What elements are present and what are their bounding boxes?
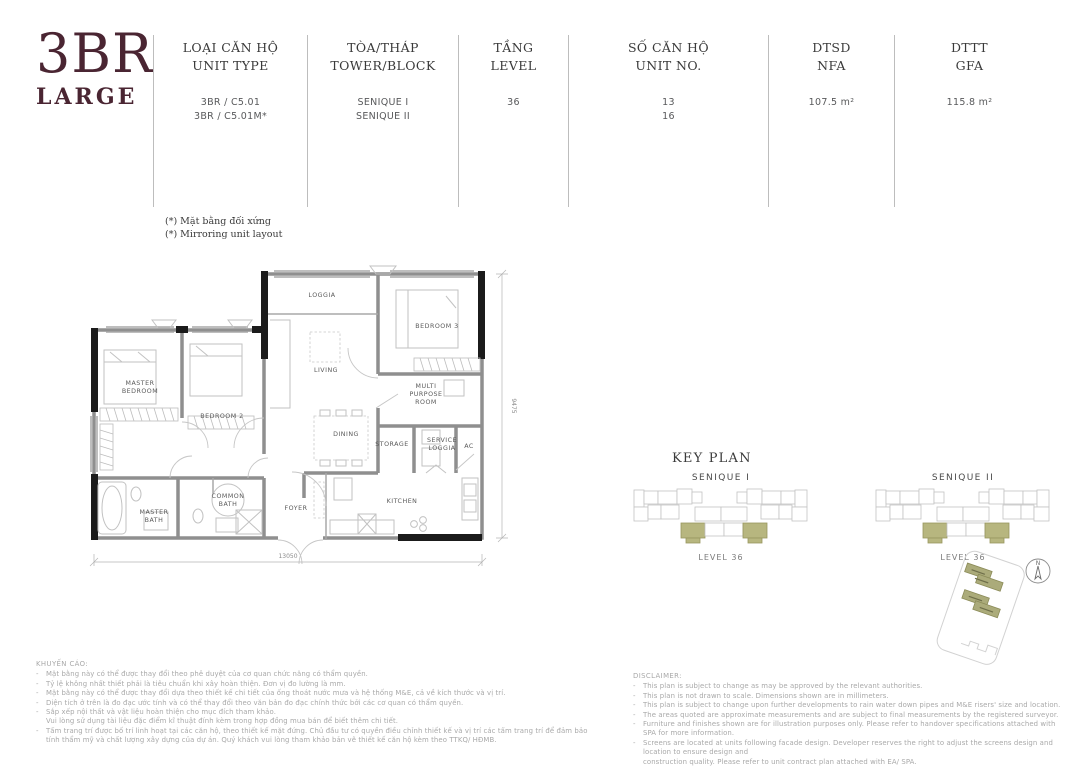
room-label-service-loggia: SERVICE LOGGIA xyxy=(426,437,458,452)
highlighted-unit-13 xyxy=(681,523,705,538)
unit-type-value: 3BR / C5.01M* xyxy=(193,111,268,122)
compass-north-label: N xyxy=(1035,560,1041,567)
col-label-en: NFA xyxy=(817,58,846,73)
dimension-height: 9475 xyxy=(510,398,517,414)
tower-level: LEVEL 36 xyxy=(698,553,744,562)
col-label-en: TOWER/BLOCK xyxy=(330,58,436,73)
mirroring-note-en: (*) Mirroring unit layout xyxy=(165,228,283,240)
key-plan-diagram-2 xyxy=(873,488,1053,546)
highlighted-unit-16 xyxy=(743,523,767,538)
key-plan-diagram-1 xyxy=(631,488,811,546)
disclaimer-item: - The areas quoted are approximate measurements and are subject to final measurements by the registered surveyor. xyxy=(633,710,1059,719)
advisory-item: - Tấm trang trí được bố trí linh hoạt tại các căn hộ, theo thiết kế mặt đứng. Chủ đầu tư có quyền điều chỉnh thiết kế và vị trí các tấm trang trí để đảm bảo xyxy=(36,726,588,735)
mirroring-note-vi: (*) Mặt bằng đối xứng xyxy=(165,216,272,227)
unit-no-value: 16 xyxy=(662,111,675,122)
dimension-width: 13050 xyxy=(278,553,298,560)
col-label-vi: LOẠI CĂN HỘ xyxy=(182,40,279,55)
col-label-vi: DTSD xyxy=(812,40,851,55)
col-label-vi: TẦNG xyxy=(493,40,534,55)
unit-title-main: 3BR xyxy=(36,22,154,85)
room-label-master-bath: MASTER BATH xyxy=(139,509,169,524)
col-label-vi: SỐ CĂN HỘ xyxy=(627,40,710,55)
spec-col-unit-type xyxy=(153,35,307,207)
room-label-storage: STORAGE xyxy=(375,441,409,448)
disclaimer-item: construction quality. Please refer to unit contract plan attached with EA/ SPA. xyxy=(643,757,917,766)
unit-type-value: 3BR / C5.01 xyxy=(200,97,261,108)
nfa-value: 107.5 m² xyxy=(808,97,855,108)
col-label-en: UNIT NO. xyxy=(635,58,702,73)
room-label-master-bedroom: MASTER BEDROOM xyxy=(121,380,159,395)
tower-value: SENIQUE II xyxy=(356,111,410,122)
unit-title xyxy=(36,22,154,110)
disclaimer-en xyxy=(633,672,1063,767)
col-label-vi: DTTT xyxy=(950,40,989,55)
col-label-vi: TÒA/THÁP xyxy=(347,40,419,55)
advisory-item: - Diện tích ở trên là đo đạc ước tính và có thể thay đổi theo văn bản đo đạc chính thức bởi các cơ quan có thẩm quyền. xyxy=(36,698,464,707)
spec-col-nfa xyxy=(768,35,894,207)
unit-boxes xyxy=(876,489,1049,543)
room-label-multi-purpose-room: MULTI PURPOSE ROOM xyxy=(409,383,443,406)
col-label-en: GFA xyxy=(955,58,984,73)
col-label-en: LEVEL xyxy=(490,58,537,73)
room-label-foyer: FOYER xyxy=(284,505,308,512)
disclaimer-item: - This plan is not drawn to scale. Dimensions shown are in millimeters. xyxy=(633,691,889,700)
compass-icon xyxy=(1026,559,1050,583)
advisory-vi xyxy=(36,660,621,746)
room-label-loggia: LOGGIA xyxy=(308,292,336,299)
disclaimer-heading: DISCLAIMER: xyxy=(633,672,682,680)
advisory-item: - Sắp xếp nội thất và vật liệu hoàn thiện cho mục đích tham khảo. xyxy=(36,708,276,717)
level-value: 36 xyxy=(507,97,520,108)
site-buildings xyxy=(954,563,1011,618)
room-label-dining: DINING xyxy=(333,431,359,438)
highlighted-unit-16 xyxy=(985,523,1009,538)
tower-name: SENIQUE I xyxy=(691,473,751,483)
tower-name: SENIQUE II xyxy=(931,473,995,483)
advisory-item: - Tỷ lệ không nhất thiết phải là tiêu chuẩn khi xây hoàn thiện. Đơn vị đo lường là mm. xyxy=(36,679,346,688)
spec-col-tower xyxy=(307,35,458,207)
room-label-bedroom-3: BEDROOM 3 xyxy=(415,323,459,330)
advisory-item: Vui lòng sử dụng tài liệu đặc điểm kĩ thuật đính kèm trong hợp đồng mua bán để biết thêm chi tiết. xyxy=(46,717,399,726)
spec-col-gfa xyxy=(894,35,1044,207)
floor-plan xyxy=(78,258,538,598)
mirroring-note xyxy=(165,216,282,241)
disclaimer-item: - Furniture and finishes shown are for illustration purposes only. Please refer to handover specifications attached with SPA for more information. xyxy=(633,720,1056,738)
room-label-living: LIVING xyxy=(313,367,339,374)
advisory-item: tính thẩm mỹ và chất lượng xây dựng của dự án. Quý khách vui lòng tham khảo bản vẽ thiết kế căn hộ kèm theo TTKQ/ HĐMB. xyxy=(46,736,497,745)
highlighted-unit-13 xyxy=(923,523,947,538)
key-plan-title: KEY PLAN xyxy=(672,451,752,466)
spec-table xyxy=(153,35,1044,207)
room-label-ac: AC xyxy=(464,443,474,450)
spec-col-level xyxy=(458,35,568,207)
spec-col-unit-no xyxy=(568,35,768,207)
advisory-vi-heading: KHUYẾN CÁO: xyxy=(36,660,89,668)
unit-title-sub: LARGE xyxy=(36,84,138,110)
room-label-common-bath: COMMON BATH xyxy=(211,493,245,508)
disclaimer-item: - This plan is subject to change upon further developments to rain water down pipes and M&E risers' size and location. xyxy=(633,701,1061,710)
disclaimer-item: - This plan is subject to change as may be approved by the relevant authorities. xyxy=(633,682,923,691)
key-plan-senique-1 xyxy=(626,473,816,562)
structural-walls xyxy=(91,271,485,541)
col-label-en: UNIT TYPE xyxy=(192,58,269,73)
advisory-item: - Mặt bằng này có thể được thay đổi theo phê duyệt của cơ quan chức năng có thẩm quyền. xyxy=(36,670,368,679)
room-label-kitchen: KITCHEN xyxy=(386,498,418,505)
room-label-bedroom-2: BEDROOM 2 xyxy=(200,413,244,420)
advisory-item: - Mặt bằng này có thể được thay đổi dựa theo thiết kế chi tiết của ống thoát nước mưa và hệ thống M&E, cả về kích thước và vị trí. xyxy=(36,689,506,698)
tower-value: SENIQUE I xyxy=(357,97,409,108)
unit-boxes xyxy=(634,489,807,543)
gfa-value: 115.8 m² xyxy=(946,97,993,108)
tower-level: LEVEL 36 xyxy=(940,553,986,562)
unit-no-value: 13 xyxy=(662,97,675,108)
disclaimer-item: - Screens are located at units following facade design. Developer reserves the right to adjust the screens design and location to ensure design and xyxy=(633,738,1053,757)
